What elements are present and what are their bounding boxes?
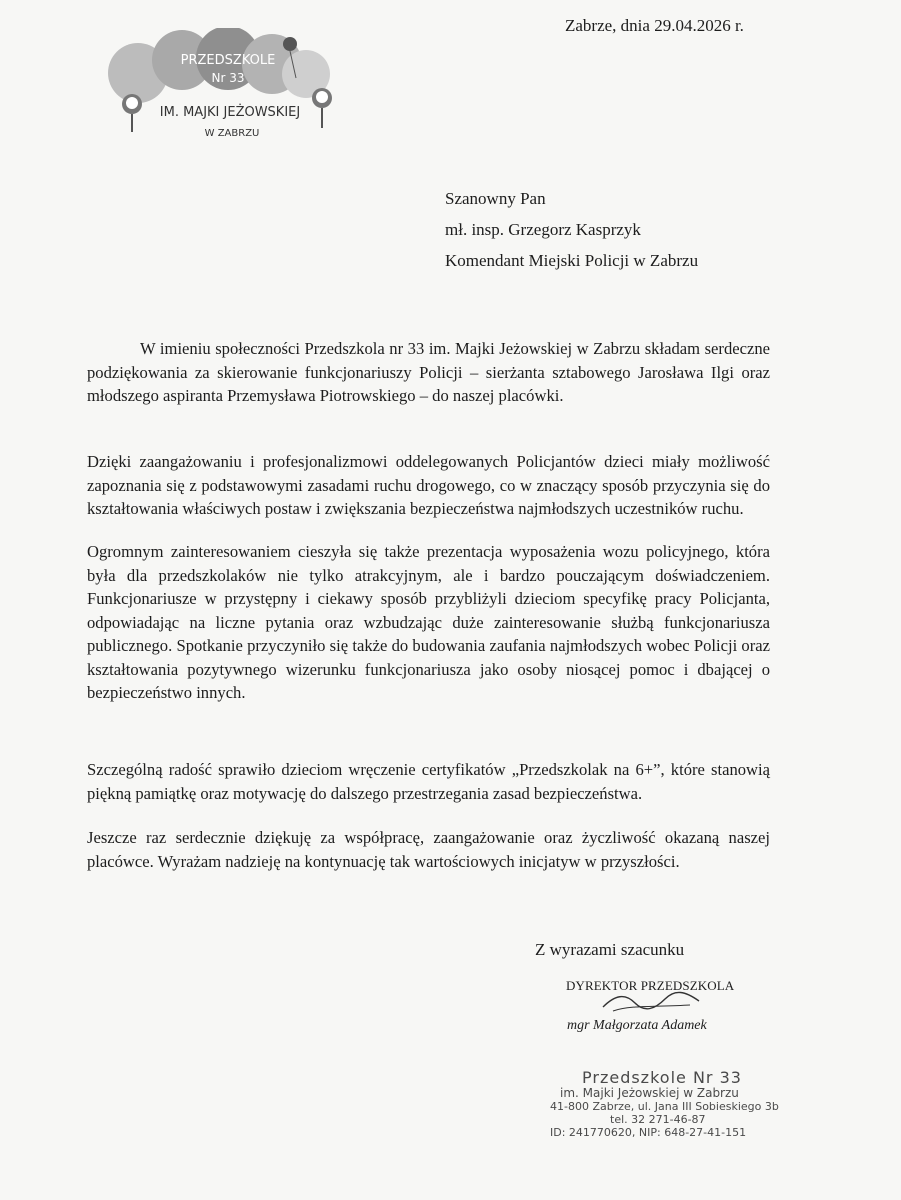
kindergarten-logo (100, 28, 360, 158)
recipient-block (445, 183, 698, 276)
logo-line4: W ZABRZU (204, 128, 260, 139)
handwritten-signature (595, 985, 705, 1015)
logo-line1: PRZEDSZKOLE (180, 53, 276, 68)
stamp-line-2: 41-800 Zabrze, ul. Jana III Sobieskiego 3b (550, 1100, 779, 1113)
stamp-title: Przedszkole Nr 33 (582, 1068, 742, 1087)
stamp-line-1: im. Majki Jeżowskiej w Zabrzu (560, 1086, 739, 1100)
institution-stamp (550, 1068, 779, 1139)
recipient-name: mł. insp. Grzegorz Kasprzyk (445, 220, 641, 239)
paragraph-3: Ogromnym zainteresowaniem cieszyła się także prezentacja wyposażenia wozu policyjnego, która była dla przedszkolaków nie tylko atrakcyjnym, ale i bardzo pouczającym doświadczeniem. Funkcjonariusze w przystępny i ciekawy sposób przybliżyli dzieciom specyfikę pracy Policjanta, odpowiadając na liczne pytania oraz wzbudzając duże zainteresowanie służbą funkcjonariusza publicznego. Spotkanie przyczyniło się także do budowania zaufania najmłodszych wobec Policji oraz kształtowania pozytywnego wizerunku funkcjonariusza jako osoby niosącej pomoc i dbającej o bezpieczeństwo innych. (87, 542, 770, 702)
director-name: mgr Małgorzata Adamek (567, 1018, 707, 1033)
paragraph-4: Szczególną radość sprawiło dzieciom wręczenie certyfikatów „Przedszkolak na 6+”, które stanowią piękną pamiątkę oraz motywację do dalszego przestrzegania zasad bezpieczeństwa. (87, 760, 770, 803)
stamp-line-4: ID: 241770620, NIP: 648-27-41-151 (550, 1126, 747, 1139)
closing-phrase: Z wyrazami szacunku (535, 940, 685, 959)
logo-line3: IM. MAJKI JEŻOWSKIEJ (159, 105, 301, 120)
logo-line2: Nr 33 (211, 71, 245, 85)
paragraph-1: W imieniu społeczności Przedszkola nr 33 im. Majki Jeżowskiej w Zabrzu składam serdeczne podziękowania za skierowanie funkcjonariuszy Policji – sierżanta sztabowego Jarosława Ilgi oraz młodszego aspiranta Przemysława Piotrowskiego – do naszej placówki. (87, 339, 770, 405)
paragraph-5: Jeszcze raz serdecznie dziękuję za współpracę, zaangażowanie oraz życzliwość okazaną naszej placówce. Wyrażam nadzieję na kontynuację tak wartościowych inicjatyw w przyszłości. (87, 828, 770, 871)
recipient-title: Komendant Miejski Policji w Zabrzu (445, 251, 699, 270)
paragraph-2: Dzięki zaangażowaniu i profesjonalizmowi oddelegowanych Policjantów dzieci miały możliwość zapoznania się z podstawowymi zasadami ruchu drogowego, co w znaczący sposób przyczynia się do kształtowania właściwych postaw i zwiększania bezpieczeństwa najmłodszych uczestników ruchu. (87, 452, 770, 518)
date-line: Zabrze, dnia 29.04.2026 r. (565, 16, 744, 35)
recipient-salutation: Szanowny Pan (445, 189, 546, 208)
director-title: DYREKTOR PRZEDSZKOLA (566, 978, 735, 993)
stamp-line-3: tel. 32 271-46-87 (610, 1113, 706, 1126)
